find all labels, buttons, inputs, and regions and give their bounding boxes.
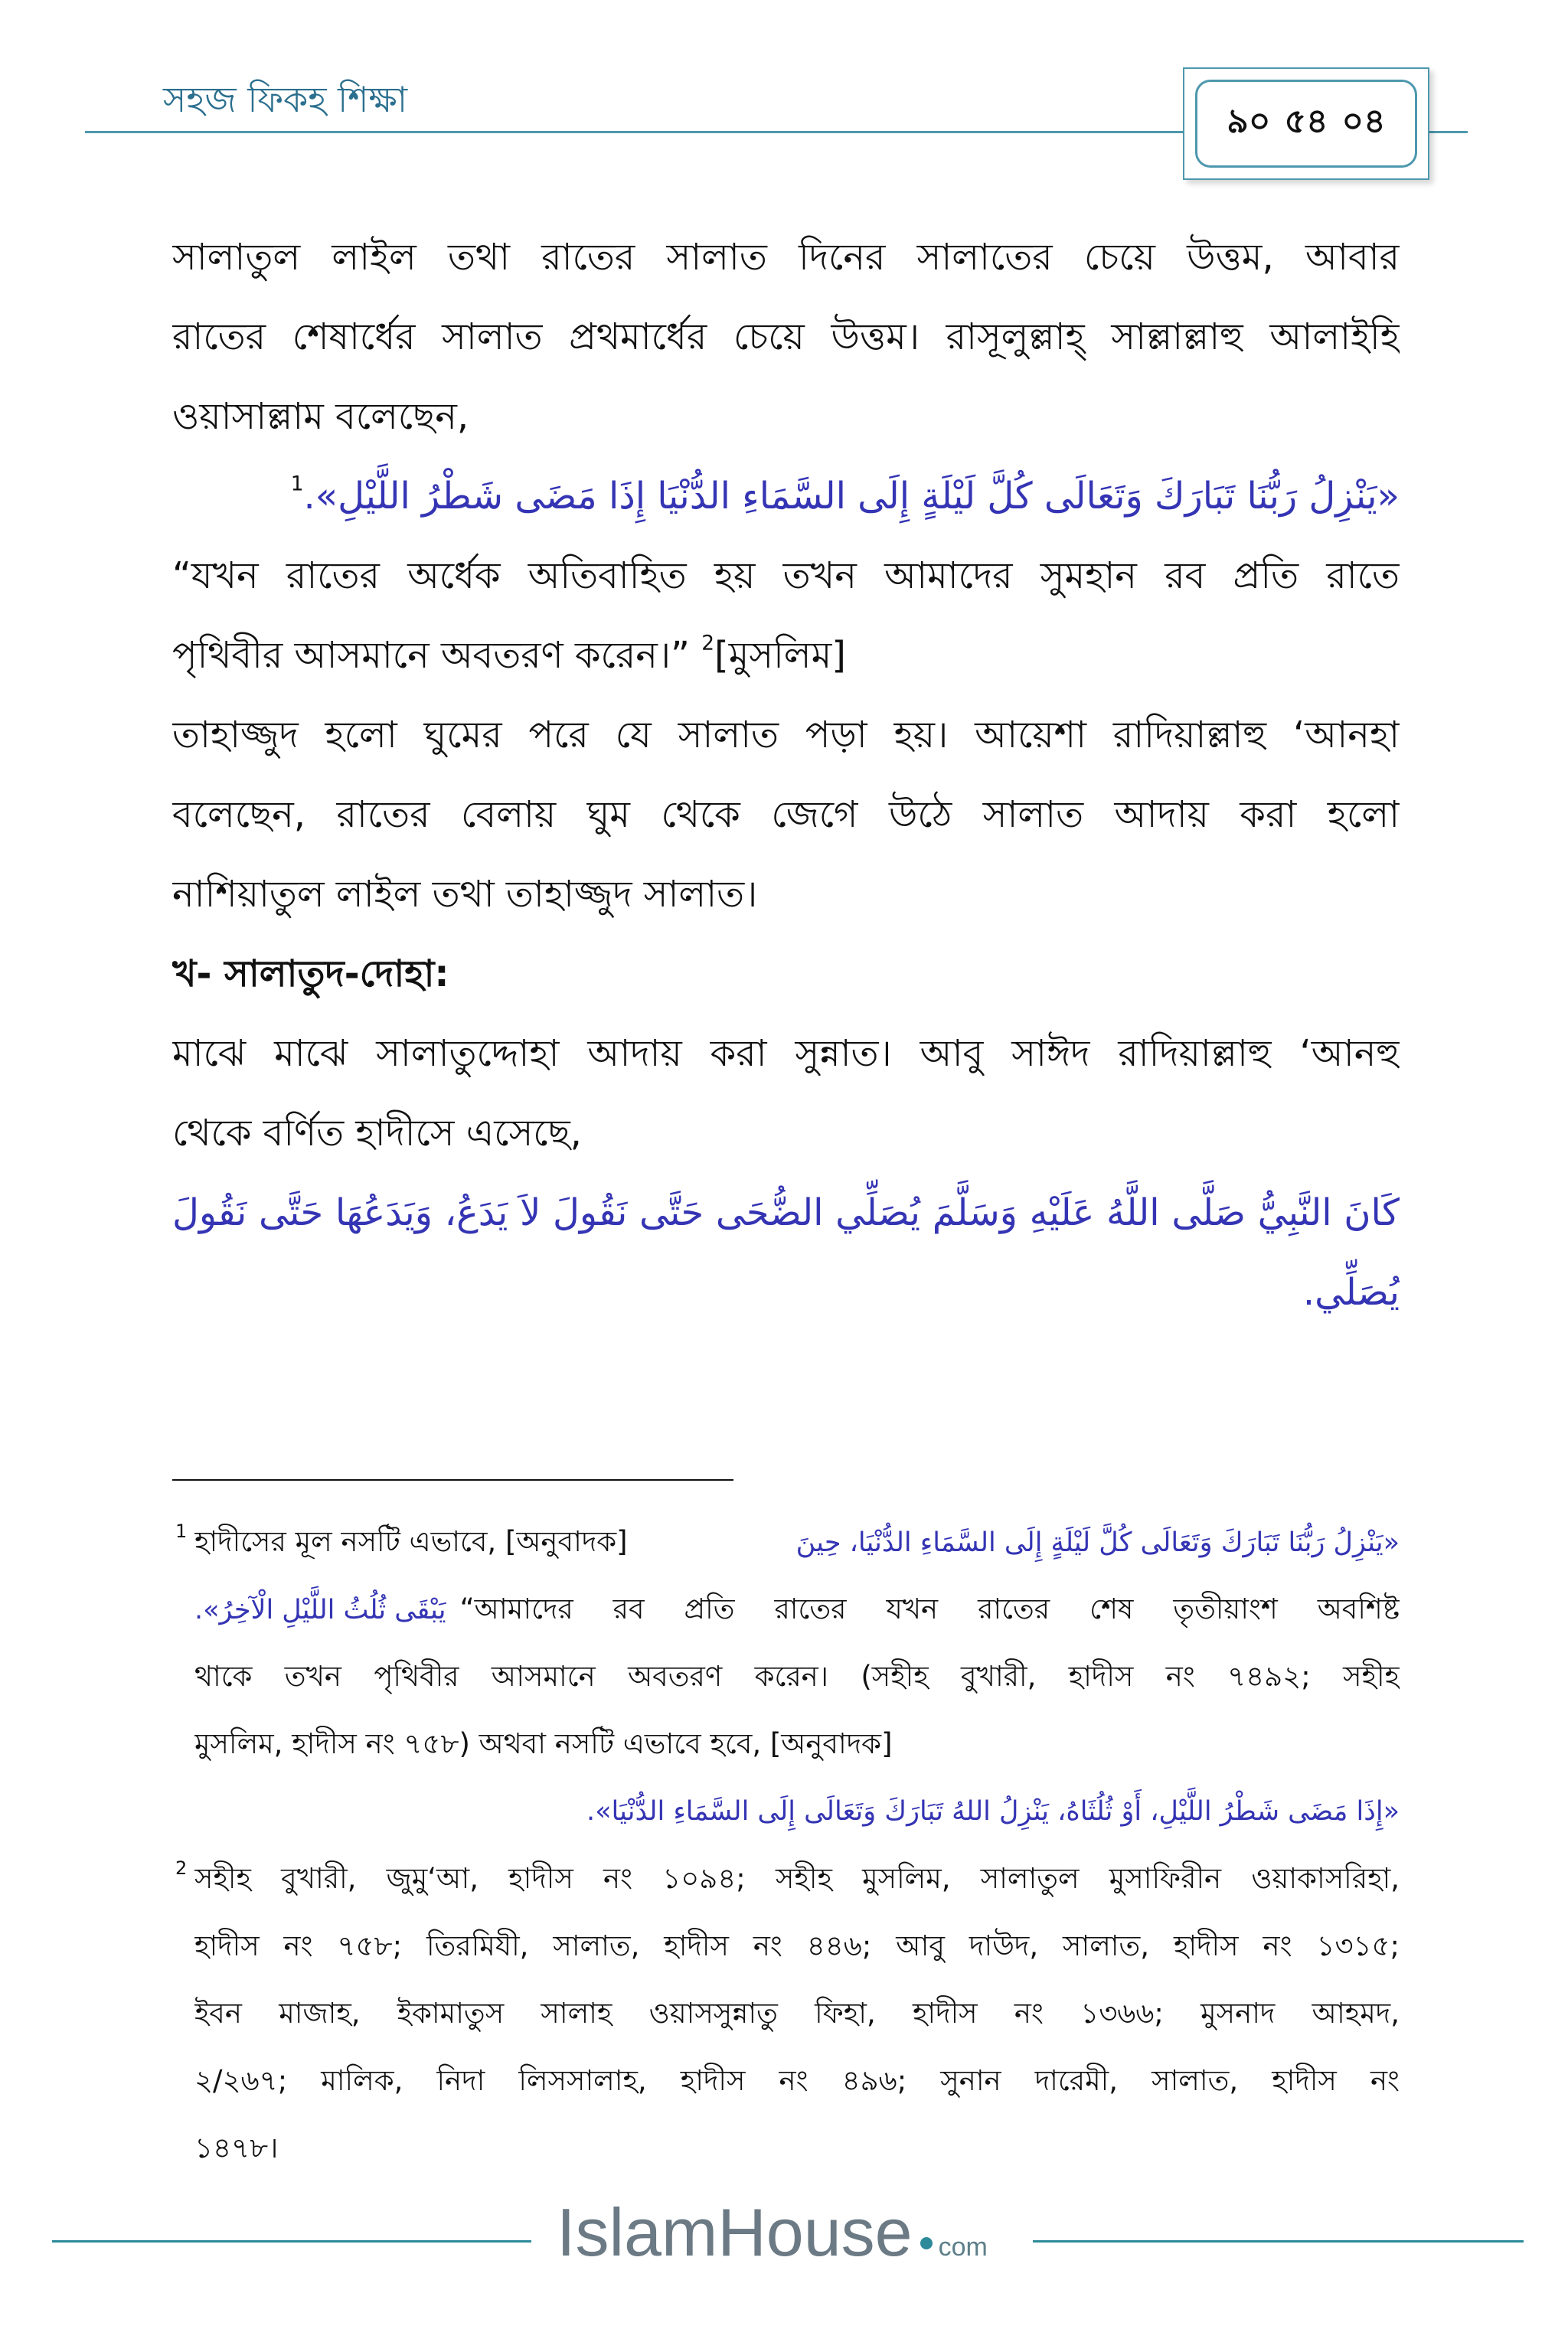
footnote-1-row	[175, 1710, 1400, 1778]
page-ornament-left: ৯০	[1227, 102, 1271, 141]
footnote-arabic-alt: «إِذَا مَضَى شَطْرُ اللَّيْلِ، أَوْ ثُلُثَاهُ، يَنْزِلُ اللهُ تَبَارَكَ وَتَعَالَى إِلَى السَّمَاءِ الدُّنْيَا».	[586, 1796, 1400, 1827]
body-line: ওয়াসাল্লাম বলেছেন,	[172, 395, 469, 438]
footnote-2-row	[175, 1913, 1400, 1980]
footnote-text	[194, 1576, 1400, 1643]
body-line: রাতের শেষার্ধের সালাত প্রথমার্ধের চেয়ে উত্তম। রাসূলুল্লাহ্ সাল্লাল্লাহু আলাইহি	[172, 315, 1400, 358]
body-line: সালাতুল লাইল তথা রাতের সালাত দিনের সালাতের চেয়ে উত্তম, আবার	[172, 236, 1400, 279]
hadith-arabic-text: «يَنْزِلُ رَبُّنَا تَبَارَكَ وَتَعَالَى كُلَّ لَيْلَةٍ إِلَى السَّمَاءِ الدُّنْيَا إِذَا مَضَى شَطْرُ اللَّيْلِ».	[303, 475, 1400, 518]
footnote-text: ১৪৭৮।	[194, 2132, 279, 2164]
footnote-marker: 2	[175, 1857, 188, 1879]
hadith-arabic-1	[172, 456, 1400, 536]
footnote-text: ২/২৬৭; মালিক, নিদা লিসসালাহ, হাদীস নং ৪৯৬; সুনান দারেমী, সালাত, হাদীস নং	[194, 2064, 1400, 2097]
header-rule-left	[85, 131, 1183, 133]
footnote-1-row	[175, 1508, 1400, 1576]
islamhouse-logo	[557, 2194, 988, 2278]
page-number-frame	[1195, 80, 1417, 168]
footnote-text: হাদীস নং ৭৫৮; তিরমিযী, সালাত, হাদীস নং ৪৪৬; আবু দাউদ, সালাত, হাদীস নং ১৩১৫;	[194, 1929, 1400, 1962]
page-number-box	[1183, 67, 1429, 180]
footnote-1-row	[175, 1576, 1400, 1643]
footnote-bn-text: হাদীসের মূল নসটি এভাবে, [অনুবাদক]	[194, 1525, 628, 1558]
footnote-ref-2: 2	[701, 631, 714, 655]
footnote-text: ইবন মাজাহ, ইকামাতুস সালাহ ওয়াসসুন্নাতু ফিহা, হাদীস নং ১৩৬৬; মুসনাদ আহমদ,	[194, 1997, 1400, 2030]
translation-text: পৃথিবীর আসমানে অবতরণ করেন।”	[172, 634, 690, 677]
footnote-separator	[172, 1479, 733, 1481]
header-rule-right	[1429, 131, 1468, 133]
footnote-text: মুসলিম, হাদীস নং ৭৫৮) অথবা নসটি এভাবে হবে, [অনুবাদক]	[194, 1727, 893, 1760]
footnote-1-row	[175, 1643, 1400, 1710]
footnote-indent	[175, 1576, 194, 1643]
footnote-indent	[175, 1980, 194, 2047]
body-line: মাঝে মাঝে সালাতুদ্দোহা আদায় করা সুন্নাত। আবু সাঈদ রাদিয়াল্লাহু ‘আনহু	[172, 1032, 1400, 1075]
logo-name: IslamHouse	[557, 2194, 913, 2270]
footnote-indent	[175, 2115, 194, 2182]
hadith-arabic-2-line: يُصَلِّي.	[1302, 1271, 1400, 1314]
footnote-arabic-text: «يَنْزِلُ رَبُّنَا تَبَارَكَ وَتَعَالَى كُلَّ لَيْلَةٍ إِلَى السَّمَاءِ الدُّنْيَا، حِينَ	[795, 1527, 1400, 1558]
section-heading: খ- সালাতুদ-দোহা:	[172, 952, 449, 995]
page-ornament-right: ০৪	[1341, 102, 1386, 141]
translation-line-last	[172, 616, 1400, 695]
footnote-arabic-text: يَبْقَى ثُلُثُ اللَّيْلِ الْآخِرُ».	[194, 1595, 446, 1625]
footnote-indent	[175, 1643, 194, 1710]
footnote-text	[194, 1508, 1400, 1576]
footnotes	[175, 1508, 1400, 2182]
running-header-title: সহজ ফিকহ শিক্ষা	[163, 79, 408, 120]
body-line: তাহাজ্জুদ হলো ঘুমের পরে যে সালাত পড়া হয়। আয়েশা রাদিয়াল্লাহু ‘আনহা	[172, 714, 1400, 756]
footnote-2-row	[175, 2115, 1400, 2182]
body-line: থেকে বর্ণিত হাদীসে এসেছে,	[172, 1112, 582, 1155]
logo-dot-icon	[920, 2237, 933, 2249]
footnote-2-row	[175, 2047, 1400, 2115]
footnote-text: থাকে তখন পৃথিবীর আসমানে অবতরণ করেন। (সহীহ বুখারী, হাদীস নং ৭৪৯২; সহীহ	[194, 1660, 1400, 1693]
body-line: নাশিয়াতুল লাইল তথা তাহাজ্জুদ সালাত।	[172, 873, 758, 916]
footnote-indent	[175, 1710, 194, 1778]
footnote-2-row	[175, 1980, 1400, 2047]
translation-line: “যখন রাতের অর্ধেক অতিবাহিত হয় তখন আমাদের সুমহান রব প্রতি রাতে	[172, 554, 1400, 597]
translation-source: [মুসলিম]	[714, 634, 846, 677]
footnote-bn-text: “আমাদের রব প্রতি রাতের যখন রাতের শেষ তৃতীয়াংশ অবশিষ্ট	[459, 1592, 1400, 1625]
footnote-1-row	[175, 1778, 1400, 1845]
footnote-indent	[175, 1778, 194, 1845]
footer-rule-left	[52, 2240, 531, 2243]
footnote-indent	[175, 2047, 194, 2115]
footer-rule-right	[1033, 2240, 1524, 2243]
main-text	[172, 217, 1400, 1332]
logo-domain: com	[938, 2233, 988, 2262]
footnote-indent	[175, 1913, 194, 1980]
footnote-2-row	[175, 1845, 1400, 1913]
footnote-ref-1: 1	[290, 472, 304, 496]
body-line: বলেছেন, রাতের বেলায় ঘুম থেকে জেগে উঠে সালাত আদায় করা হলো	[172, 793, 1400, 836]
hadith-arabic-2-line: كَانَ النَّبِيُّ صَلَّى اللَّهُ عَلَيْهِ وَسَلَّمَ يُصَلِّي الضُّحَى حَتَّى نَقُولَ لاَ يَدَعُ، وَيَدَعُهَا حَتَّى نَقُولَ	[172, 1191, 1400, 1234]
page-number: ৫৪	[1284, 102, 1328, 141]
footnote-text: সহীহ বুখারী, জুমু‘আ, হাদীস নং ১০৯৪; সহীহ মুসলিম, সালাতুল মুসাফিরীন ওয়াকাসরিহা,	[194, 1862, 1400, 1895]
footnote-marker: 1	[175, 1521, 188, 1542]
